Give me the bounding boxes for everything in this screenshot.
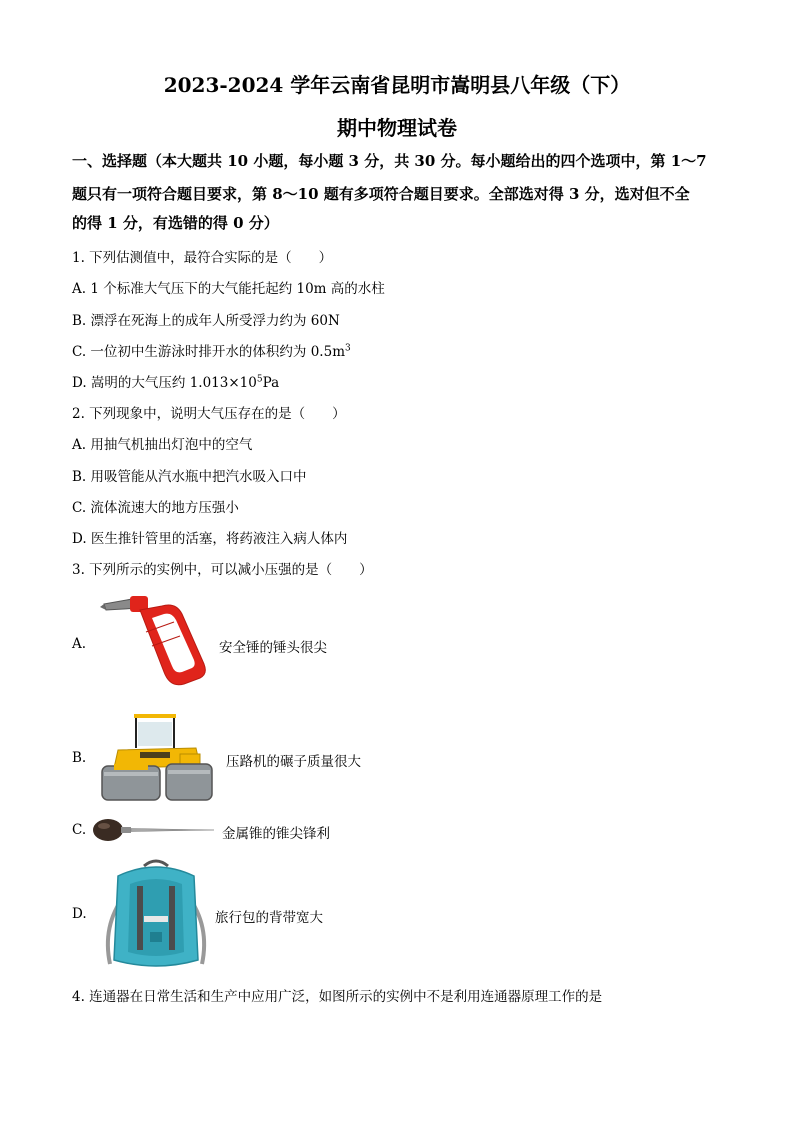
section-instructions-line3: 的得 1 分，有选错的得 0 分） xyxy=(72,214,279,232)
superscript: 5 xyxy=(256,374,263,385)
question-2-option-d: D. 医生推针管里的活塞，将药液注入病人体内 xyxy=(72,531,348,547)
question-1-option-d xyxy=(72,371,279,391)
exam-title-line2: 期中物理试卷 xyxy=(337,116,457,140)
question-4-stem: 4. 连通器在日常生活和生产中应用广泛，如图所示的实例中不是利用连通器原理工作的是 xyxy=(72,989,603,1005)
question-3-option-c-text: 金属锥的锥尖锋利 xyxy=(222,826,330,842)
question-3-option-d-text: 旅行包的背带宽大 xyxy=(215,910,323,926)
question-1-option-c xyxy=(72,340,351,360)
question-3-option-a-text: 安全锤的锤头很尖 xyxy=(219,640,327,656)
exam-title-line1: 2023-2024 学年云南省昆明市嵩明县八年级（下） xyxy=(163,73,631,97)
question-2-stem: 2. 下列现象中，说明大气压存在的是（ ） xyxy=(72,406,346,422)
question-3-option-a-letter: A. xyxy=(72,636,87,652)
question-3-stem: 3. 下列所示的实例中，可以减小压强的是（ ） xyxy=(72,562,373,578)
road-roller-icon xyxy=(100,708,214,804)
question-1-option-d-text: D. 嵩明的大气压约 1.013×10 xyxy=(72,375,257,391)
question-3-option-d-letter: D. xyxy=(72,906,87,922)
question-1-stem: 1. 下列估测值中，最符合实际的是（ ） xyxy=(72,250,333,266)
section-instructions-line1: 一、选择题（本大题共 10 小题，每小题 3 分，共 30 分。每小题给出的四个选项中，第 1～7 xyxy=(72,152,707,170)
question-1-option-d-unit: Pa xyxy=(262,375,280,391)
metal-awl-icon xyxy=(92,814,216,846)
question-2-option-c: C. 流体流速大的地方压强小 xyxy=(72,500,239,516)
question-1-option-a: A. 1 个标准大气压下的大气能托起约 10m 高的水柱 xyxy=(72,281,385,297)
question-2-option-b: B. 用吸管能从汽水瓶中把汽水吸入口中 xyxy=(72,469,307,485)
question-2-option-a: A. 用抽气机抽出灯泡中的空气 xyxy=(72,437,253,453)
safety-hammer-icon xyxy=(100,592,212,696)
question-3-option-b-text: 压路机的碾子质量很大 xyxy=(226,754,361,770)
question-1-option-c-text: C. 一位初中生游泳时排开水的体积约为 0.5m xyxy=(72,344,345,360)
question-1-option-b: B. 漂浮在死海上的成年人所受浮力约为 60N xyxy=(72,313,340,329)
superscript: 3 xyxy=(345,343,351,354)
question-3-option-b-letter: B. xyxy=(72,750,87,766)
question-3-option-c-letter: C. xyxy=(72,822,87,838)
backpack-icon xyxy=(100,856,212,974)
section-instructions-line2: 题只有一项符合题目要求，第 8～10 题有多项符合题目要求。全部选对得 3 分，选对但不全 xyxy=(72,185,690,203)
